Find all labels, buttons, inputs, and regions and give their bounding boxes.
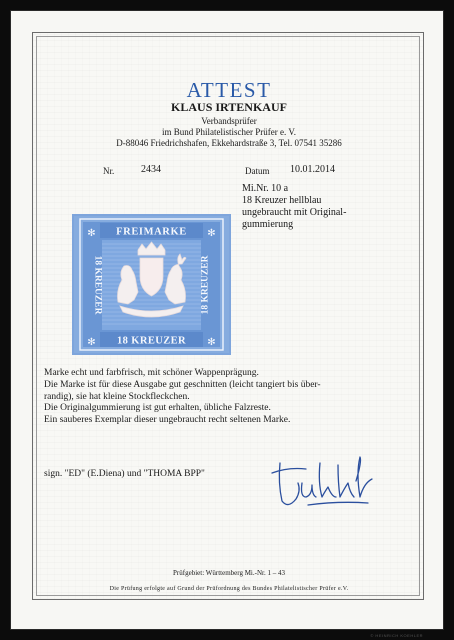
- examination-area: Prüfgebiet: Württemberg Mi.-Nr. 1 – 43: [173, 569, 285, 577]
- svg-text:✻: ✻: [87, 228, 96, 239]
- date-value: 10.01.2014: [290, 164, 335, 175]
- catalog-number: Mi.Nr. 10 a: [242, 183, 289, 194]
- assessment-line: Die Marke ist für diese Ausgabe gut geschnitten (leicht tangiert bis über-: [44, 379, 321, 390]
- examination-regulation: Die Prüfung erfolgte auf Grund der Prüfordnung des Bundes Philatelistischer Prüfer e.V.: [109, 586, 349, 592]
- stamp-left-text: 18 KREUZER: [92, 255, 103, 315]
- examiner-address: D-88046 Friedrichshafen, Ekkehardstraße 3, Tel. 07541 35286: [116, 138, 342, 148]
- assessment-text: [44, 368, 414, 427]
- date-label: Datum: [245, 166, 270, 176]
- stamp-right-text: 18 KREUZER: [200, 255, 211, 315]
- assessment-line: Marke echt und farbfrisch, mit schöner Wappenprägung.: [44, 368, 259, 378]
- assessment-line: Die Originalgummierung ist gut erhalten, übliche Falzreste.: [44, 403, 271, 414]
- examiner-role: Verbandsprüfer: [201, 116, 257, 126]
- stamp-details: [242, 183, 392, 231]
- svg-text:✻: ✻: [207, 337, 216, 348]
- stamp-condition-1: ungebraucht mit Original-: [242, 207, 347, 218]
- number-value: 2434: [141, 164, 161, 175]
- svg-text:✻: ✻: [207, 228, 216, 239]
- stamp-condition-2: gummierung: [242, 219, 294, 230]
- assessment-line: Ein sauberes Exemplar dieser ungebraucht recht seltenen Marke.: [44, 415, 291, 426]
- certificate-title: ATTEST: [186, 78, 272, 102]
- svg-text:✻: ✻: [87, 337, 96, 348]
- certificate-frame: [32, 32, 424, 600]
- publisher-mark: © HEINRICH KOEHLER: [370, 633, 423, 638]
- examiner-name: KLAUS IRTENKAUF: [171, 100, 287, 114]
- stamp-bottom-text: 18 KREUZER: [116, 335, 187, 347]
- certificate-sheet: [10, 10, 444, 638]
- handwritten-signature: [268, 453, 378, 518]
- stamp-image: [72, 214, 231, 360]
- examiner-association: im Bund Philatelistischer Prüfer e. V.: [162, 127, 296, 137]
- assessment-line: randig), sie hat kleine Stockfleckchen.: [44, 391, 190, 402]
- stamp-top-text: FREIMARKE: [116, 226, 187, 238]
- number-label: Nr.: [103, 166, 115, 176]
- prior-signatures: sign. "ED" (E.Diena) und "THOMA BPP": [44, 469, 205, 479]
- stamp-description: 18 Kreuzer hellblau: [242, 195, 322, 206]
